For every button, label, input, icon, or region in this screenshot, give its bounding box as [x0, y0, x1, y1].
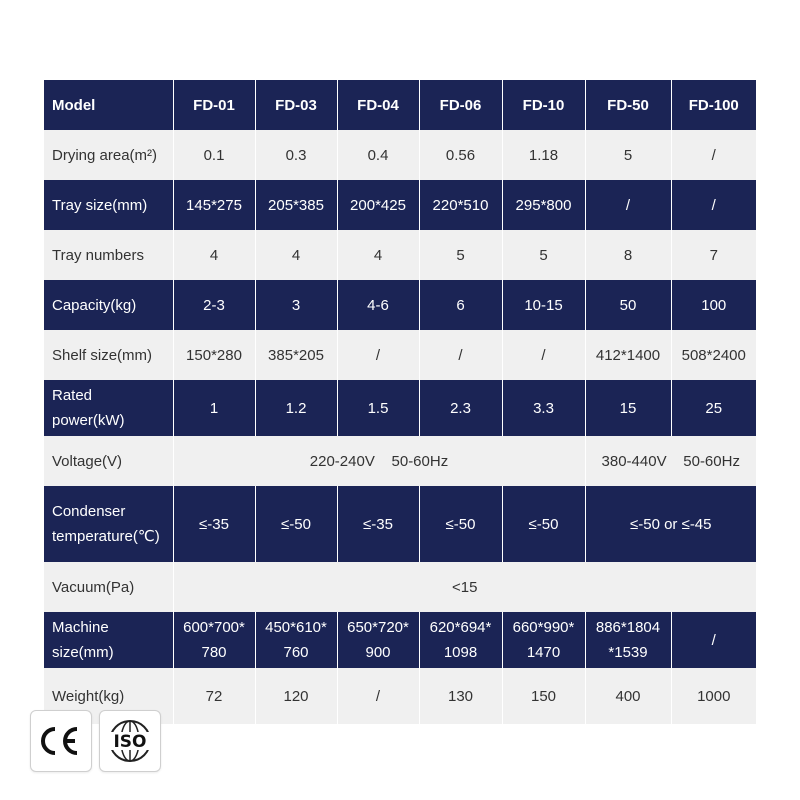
model-fd-06: FD-06 [419, 80, 502, 130]
drying-area-label: Drying area(m²) [44, 130, 173, 180]
condenser-merged-cell: ≤-50 or ≤-45 [585, 486, 756, 562]
voltage-row [44, 436, 756, 486]
machine-size-line2: 760 [283, 644, 309, 661]
drying-area-row [44, 130, 756, 180]
condenser-cell: ≤-35 [173, 486, 255, 562]
rated-power-cell: 3.3 [502, 380, 585, 436]
shelf-size-cell: / [419, 330, 502, 380]
tray-numbers-cell: 5 [419, 230, 502, 280]
spec-table [44, 80, 756, 724]
machine-size-cell [502, 612, 585, 668]
machine-size-line1: 600*700* [183, 619, 245, 636]
machine-size-line2: 780 [201, 644, 227, 661]
capacity-cell: 4-6 [337, 280, 419, 330]
header-label: Model [44, 80, 173, 130]
weight-label: Weight(kg) [44, 668, 173, 724]
capacity-row [44, 280, 756, 330]
capacity-cell: 10-15 [502, 280, 585, 330]
model-fd-03: FD-03 [255, 80, 337, 130]
weight-cell: 130 [419, 668, 502, 724]
shelf-size-label: Shelf size(mm) [44, 330, 173, 380]
model-fd-04: FD-04 [337, 80, 419, 130]
tray-size-cell: 220*510 [419, 180, 502, 230]
weight-cell: 72 [173, 668, 255, 724]
rated-power-row [44, 380, 756, 436]
tray-numbers-cell: 4 [255, 230, 337, 280]
condenser-cell: ≤-50 [419, 486, 502, 562]
tray-size-cell: 145*275 [173, 180, 255, 230]
machine-size-line1: 660*990* [512, 619, 575, 636]
rated-power-label-line1: Rated [52, 387, 93, 404]
tray-size-cell: / [585, 180, 671, 230]
shelf-size-cell: / [502, 330, 585, 380]
shelf-size-cell: 412*1400 [585, 330, 671, 380]
weight-cell: 400 [585, 668, 671, 724]
ce-mark-logo [30, 710, 92, 772]
condenser-cell: ≤-50 [502, 486, 585, 562]
tray-size-cell: 295*800 [502, 180, 585, 230]
tray-size-cell: 200*425 [337, 180, 419, 230]
iso-logo [99, 710, 161, 772]
condenser-cell: ≤-50 [255, 486, 337, 562]
capacity-cell: 3 [255, 280, 337, 330]
shelf-size-cell: 385*205 [255, 330, 337, 380]
machine-size-label [44, 612, 173, 668]
machine-size-line2: 1470 [526, 644, 561, 661]
model-fd-10: FD-10 [502, 80, 585, 130]
weight-cell: / [337, 668, 419, 724]
ce-mark-icon [31, 711, 91, 771]
shelf-size-cell: 508*2400 [671, 330, 756, 380]
drying-area-cell: 0.3 [255, 130, 337, 180]
voltage-label: Voltage(V) [44, 436, 173, 486]
condenser-label [44, 486, 173, 562]
machine-size-line2: 900 [365, 644, 391, 661]
rated-power-cell: 15 [585, 380, 671, 436]
drying-area-cell: 1.18 [502, 130, 585, 180]
machine-size-line1: 620*694* [429, 619, 492, 636]
machine-size-line2: 1098 [443, 644, 478, 661]
machine-size-cell [585, 612, 671, 668]
iso-globe-icon [100, 711, 160, 771]
capacity-cell: 100 [671, 280, 756, 330]
condenser-label-line1: Condenser [52, 503, 126, 520]
shelf-size-cell: 150*280 [173, 330, 255, 380]
vacuum-value: <15 [173, 562, 756, 612]
rated-power-cell: 1 [173, 380, 255, 436]
machine-size-line1: 450*610* [265, 619, 327, 636]
shelf-size-row [44, 330, 756, 380]
voltage-group-2: 380-440V 50-60Hz [585, 436, 756, 486]
machine-size-label-line1: Machine [52, 619, 109, 636]
machine-size-label-line2: size(mm) [52, 644, 114, 661]
capacity-cell: 6 [419, 280, 502, 330]
capacity-label: Capacity(kg) [44, 280, 173, 330]
rated-power-label [44, 380, 173, 436]
condenser-label-line2: temperature(℃) [52, 528, 160, 545]
drying-area-cell: 0.4 [337, 130, 419, 180]
tray-numbers-row [44, 230, 756, 280]
rated-power-cell: 2.3 [419, 380, 502, 436]
machine-size-cell [419, 612, 502, 668]
rated-power-cell: 25 [671, 380, 756, 436]
tray-numbers-cell: 4 [173, 230, 255, 280]
vacuum-row [44, 562, 756, 612]
model-fd-01: FD-01 [173, 80, 255, 130]
tray-numbers-cell: 4 [337, 230, 419, 280]
machine-size-cell: / [671, 612, 756, 668]
tray-size-cell: / [671, 180, 756, 230]
capacity-cell: 2-3 [173, 280, 255, 330]
rated-power-label-line2: power(kW) [52, 412, 125, 429]
condenser-cell: ≤-35 [337, 486, 419, 562]
shelf-size-cell: / [337, 330, 419, 380]
rated-power-cell: 1.2 [255, 380, 337, 436]
machine-size-line1: 650*720* [347, 619, 409, 636]
machine-size-cell [337, 612, 419, 668]
tray-numbers-cell: 7 [671, 230, 756, 280]
drying-area-cell: / [671, 130, 756, 180]
model-fd-50: FD-50 [585, 80, 671, 130]
condenser-row [44, 486, 756, 562]
drying-area-cell: 0.56 [419, 130, 502, 180]
vacuum-label: Vacuum(Pa) [44, 562, 173, 612]
tray-numbers-label: Tray numbers [44, 230, 173, 280]
voltage-group-1: 220-240V 50-60Hz [173, 436, 585, 486]
tray-numbers-cell: 5 [502, 230, 585, 280]
tray-size-cell: 205*385 [255, 180, 337, 230]
tray-numbers-cell: 8 [585, 230, 671, 280]
weight-cell: 150 [502, 668, 585, 724]
machine-size-line2: *1539 [608, 644, 648, 661]
rated-power-cell: 1.5 [337, 380, 419, 436]
model-fd-100: FD-100 [671, 80, 756, 130]
drying-area-cell: 5 [585, 130, 671, 180]
machine-size-cell [255, 612, 337, 668]
machine-size-line1: 886*1804 [595, 619, 661, 636]
iso-text: ISO [113, 732, 147, 752]
tray-size-label: Tray size(mm) [44, 180, 173, 230]
weight-cell: 1000 [671, 668, 756, 724]
machine-size-row [44, 612, 756, 668]
machine-size-cell [173, 612, 255, 668]
header-row [44, 80, 756, 130]
tray-size-row [44, 180, 756, 230]
drying-area-cell: 0.1 [173, 130, 255, 180]
capacity-cell: 50 [585, 280, 671, 330]
weight-cell: 120 [255, 668, 337, 724]
